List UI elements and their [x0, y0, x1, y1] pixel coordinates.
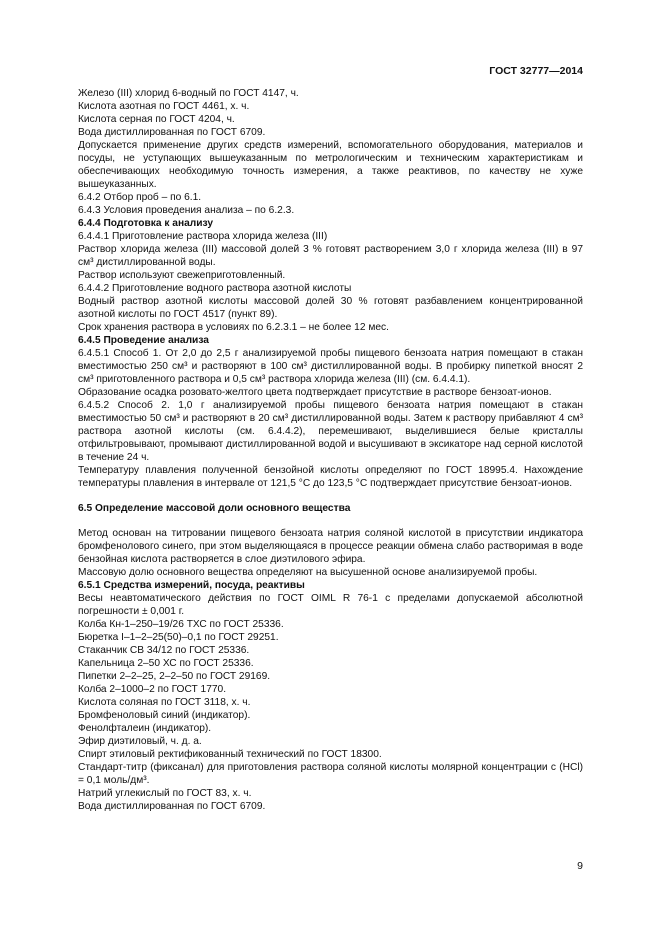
paragraph: Водный раствор азотной кислоты массовой долей 30 % готовят разбавлением концентрированной азотной кислоты по ГОСТ 4517 (пункт 89).: [78, 296, 583, 320]
paragraph: Образование осадка розовато-желтого цвета подтверждает присутствие в растворе бензоат-ионов.: [78, 387, 552, 398]
paragraph: Пипетки 2–2–25, 2–2–50 по ГОСТ 29169.: [78, 671, 271, 682]
paragraph: Кислота серная по ГОСТ 4204, ч.: [78, 114, 235, 125]
section-heading: 6.5 Определение массовой доли основного вещества: [78, 503, 351, 514]
paragraph: Весы неавтоматического действия по ГОСТ OIML R 76-1 с пределами допускаемой абсолютной погрешности ± 0,001 г.: [78, 593, 583, 617]
paragraph: Бюретка I–1–2–25(50)–0,1 по ГОСТ 29251.: [78, 632, 279, 643]
paragraph: Кислота соляная по ГОСТ 3118, х. ч.: [78, 697, 251, 708]
section-heading: 6.4.4 Подготовка к анализу: [78, 218, 214, 229]
paragraph: Раствор хлорида железа (III) массовой долей 3 % готовят растворением 3,0 г хлорида железа (III) в 97 см³ дистиллированной воды.: [78, 244, 583, 268]
paragraph: Железо (III) хлорид 6-водный по ГОСТ 4147, ч.: [78, 88, 299, 99]
section-heading: 6.4.5 Проведение анализа: [78, 335, 209, 346]
document-body: [78, 87, 583, 813]
paragraph: Раствор используют свежеприготовленный.: [78, 270, 286, 281]
page-number: 9: [577, 860, 583, 872]
paragraph: 6.4.5.2 Способ 2. 1,0 г анализируемой пробы пищевого бензоата натрия помещают в стакан вместимостью 50 см³ и растворяют в 20 см³ дистиллированной воды. Затем к раствору прибавляют 4 см³ раствора азотной кислоты (см. 6.4.4.2), перемешивают, выделившиеся белые кристаллы отфильтровывают, промывают дистиллированной водой и высушивают в эксикаторе над серной кислотой в течение 24 ч.: [78, 400, 583, 463]
section-heading: 6.5.1 Средства измерений, посуда, реактивы: [78, 580, 305, 591]
paragraph: Бромфеноловый синий (индикатор).: [78, 710, 251, 721]
paragraph: Стаканчик СВ 34/12 по ГОСТ 25336.: [78, 645, 250, 656]
paragraph: 6.4.2 Отбор проб – по 6.1.: [78, 192, 202, 203]
paragraph: Допускается применение других средств измерений, вспомогательного оборудования, материалов и посуды, не уступающих вышеуказанным по метрологическим и техническим характеристикам и обеспечивающих необходимую точность измерения, а также реактивов, по качеству не хуже вышеуказанных.: [78, 140, 583, 190]
paragraph: Эфир диэтиловый, ч. д. а.: [78, 736, 202, 747]
paragraph: Кислота азотная по ГОСТ 4461, х. ч.: [78, 101, 250, 112]
paragraph: Стандарт-титр (фиксанал) для приготовления раствора соляной кислоты молярной концентрации c (HCl) = 0,1 моль/дм³.: [78, 762, 583, 786]
paragraph: 6.4.5.1 Способ 1. От 2,0 до 2,5 г анализируемой пробы пищевого бензоата натрия помещают в стакан вместимостью 250 см³ и растворяют в 100 см³ дистиллированной воды. В пробирку пипеткой вносят 2 см³ приготовленного раствора и 0,5 см³ раствора хлорида железа (III) (см. 6.4.4.1).: [78, 348, 583, 385]
paragraph: Вода дистиллированная по ГОСТ 6709.: [78, 801, 266, 812]
paragraph: Вода дистиллированная по ГОСТ 6709.: [78, 127, 266, 138]
paragraph: Капельница 2–50 ХС по ГОСТ 25336.: [78, 658, 254, 669]
paragraph: Температуру плавления полученной бензойной кислоты определяют по ГОСТ 18995.4. Нахождение температуры плавления в интервале от 121,5 °С до 123,5 °С подтверждает присутствие бензоат-ионов.: [78, 465, 583, 489]
paragraph: Метод основан на титровании пищевого бензоата натрия соляной кислотой в присутствии индикатора бромфенолового синего, при этом выделяющаяся в процессе реакции обмена слабо растворимая в воде бензойная кислота растворяется в слое диэтилового эфира.: [78, 528, 583, 565]
standard-header: ГОСТ 32777—2014: [489, 65, 583, 77]
paragraph: Массовую долю основного вещества определяют на высушенной основе анализируемой пробы.: [78, 567, 538, 578]
paragraph: Натрий углекислый по ГОСТ 83, х. ч.: [78, 788, 252, 799]
paragraph: Колба Кн-1–250–19/26 ТХС по ГОСТ 25336.: [78, 619, 284, 630]
paragraph: 6.4.3 Условия проведения анализа – по 6.2.3.: [78, 205, 295, 216]
paragraph: Фенолфталеин (индикатор).: [78, 723, 212, 734]
paragraph: Спирт этиловый ректификованный технический по ГОСТ 18300.: [78, 749, 382, 760]
paragraph: 6.4.4.1 Приготовление раствора хлорида железа (III): [78, 231, 328, 242]
paragraph: Срок хранения раствора в условиях по 6.2.3.1 – не более 12 мес.: [78, 322, 389, 333]
paragraph: Колба 2–1000–2 по ГОСТ 1770.: [78, 684, 227, 695]
paragraph: 6.4.4.2 Приготовление водного раствора азотной кислоты: [78, 283, 352, 294]
